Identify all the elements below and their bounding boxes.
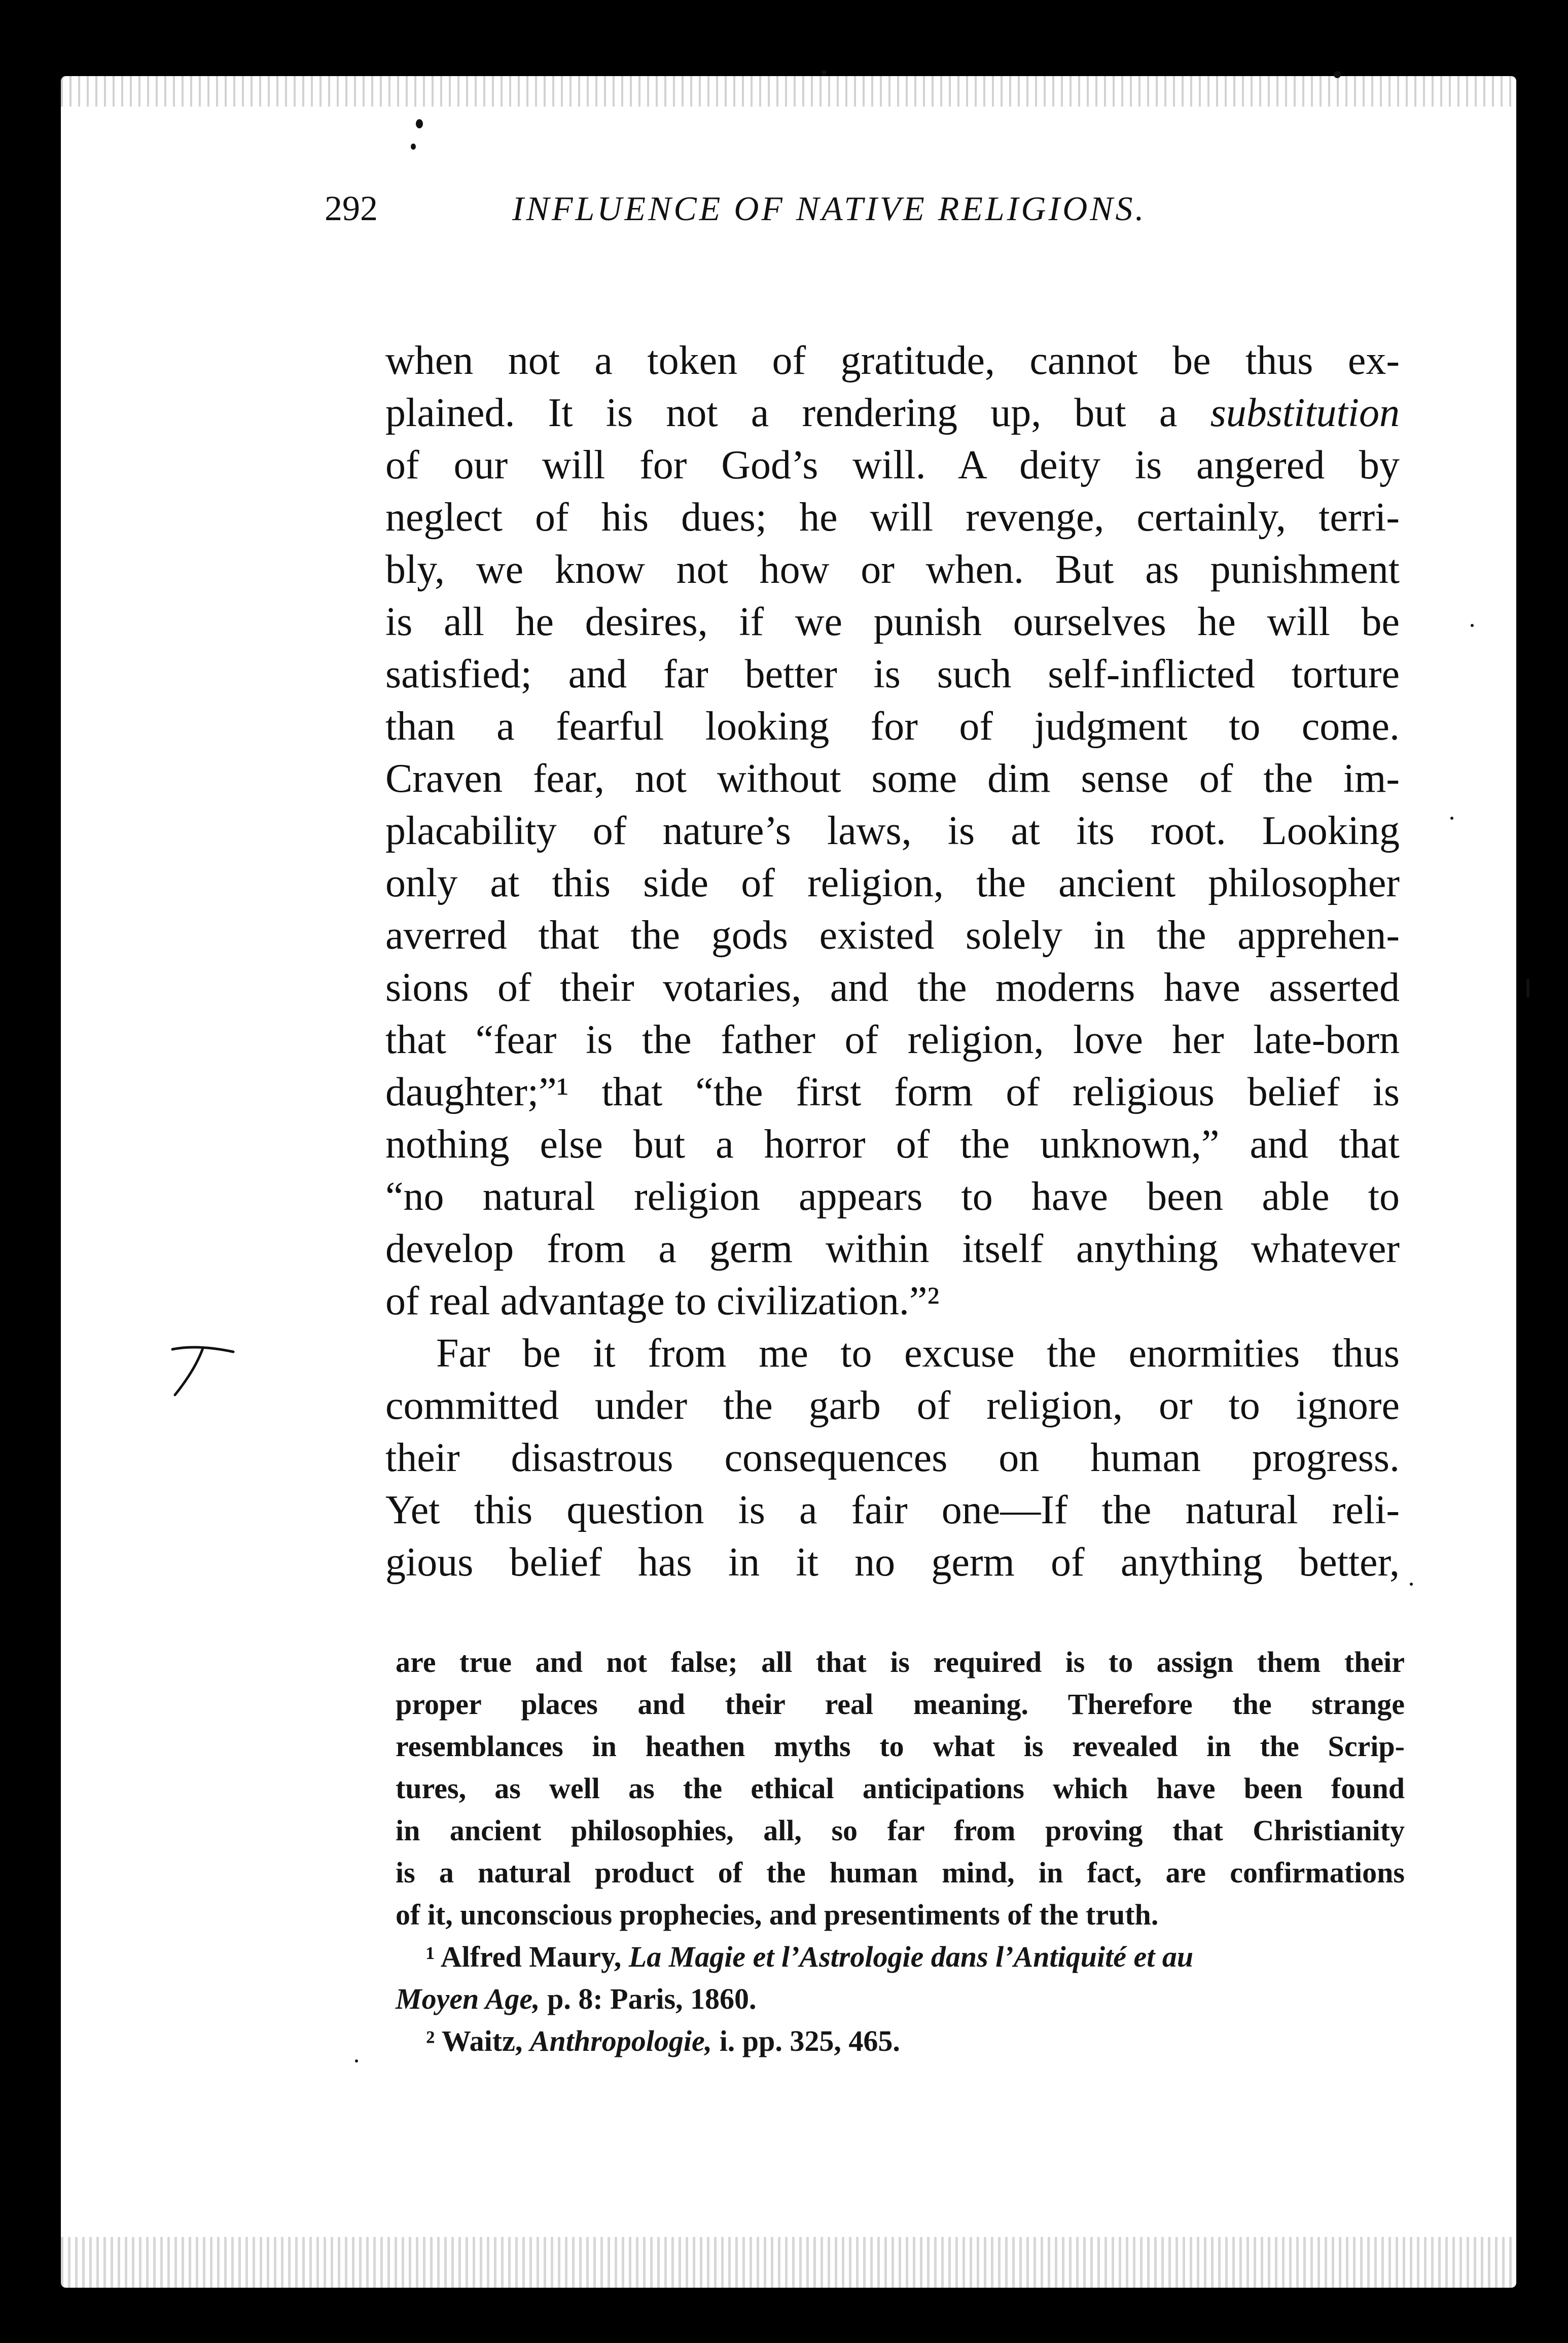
footnote-line: are true and not false; all that is required is to assign them their xyxy=(396,1646,1405,1678)
footnote-2 xyxy=(396,2020,1405,2062)
text-line: committed under the garb of religion, or to ignore xyxy=(385,1383,1400,1428)
footnote-details: i. pp. 325, 465. xyxy=(719,2024,900,2057)
footnote-title: La Magie et l’Astrologie dans l’Antiquité et au xyxy=(628,1940,1194,1973)
text-line: develop from a germ within itself anything whatever xyxy=(385,1227,1400,1271)
footnote-1 xyxy=(396,1936,1405,1978)
footnote-1-cont xyxy=(396,1978,1405,2020)
pencil-mark-icon xyxy=(167,1339,238,1400)
footnote-title-cont: Moyen Age, xyxy=(396,1982,540,2015)
text-line: averred that the gods existed solely in the apprehen- xyxy=(385,913,1400,958)
emphasis-word: substitution xyxy=(1210,391,1400,435)
text-line: nothing else but a horror of the unknown,” and that xyxy=(385,1122,1400,1167)
running-head-title: INFLUENCE OF NATIVE RELIGIONS. xyxy=(512,189,1147,228)
footnote-author: Waitz, xyxy=(441,2024,523,2057)
footnote-line: tures, as well as the ethical anticipations which have been found xyxy=(396,1772,1405,1805)
text-line: placability of nature’s laws, is at its root. Looking xyxy=(385,809,1400,853)
footnotes xyxy=(396,1641,1405,2062)
text-line: is all he desires, if we punish ourselves he will be xyxy=(385,600,1400,644)
footnote-line: of it, unconscious prophecies, and presentiments of the truth. xyxy=(396,1898,1159,1931)
main-text xyxy=(385,335,1400,1589)
text-line: that “fear is the father of religion, love her late-born xyxy=(385,1018,1400,1062)
text-line: bly, we know not how or when. But as punishment xyxy=(385,547,1400,592)
text-line: when not a token of gratitude, cannot be thus ex- xyxy=(385,338,1400,383)
footnote-title: Anthropologie, xyxy=(529,2024,712,2057)
text-line: plained. It is not a rendering up, but a substitution xyxy=(385,391,1400,435)
footnote-author: Alfred Maury, xyxy=(440,1940,622,1973)
footnote-line: in ancient philosophies, all, so far from proving that Christianity xyxy=(396,1814,1405,1847)
text-line: of real advantage to civilization.”² xyxy=(385,1279,940,1323)
text-line: of our will for God’s will. A deity is angered by xyxy=(385,443,1400,487)
text-line: only at this side of religion, the ancient philosopher xyxy=(385,861,1400,905)
running-header xyxy=(325,189,1440,244)
footnote-line: resemblances in heathen myths to what is revealed in the Scrip- xyxy=(396,1730,1405,1763)
scan-noise-bottom xyxy=(61,2237,1516,2288)
text-line: satisfied; and far better is such self-inflicted torture xyxy=(385,652,1400,696)
footnote-line: is a natural product of the human mind, in fact, are confirmations xyxy=(396,1856,1405,1889)
footnote-marker: ² xyxy=(426,2024,435,2057)
paragraph-start-line: Far be it from me to excuse the enormities thus xyxy=(436,1331,1400,1376)
text-line: Yet this question is a fair one—If the natural reli- xyxy=(385,1488,1400,1532)
text-line: Craven fear, not without some dim sense of the im- xyxy=(385,756,1400,801)
footnote-details: p. 8: Paris, 1860. xyxy=(547,1982,757,2015)
text-line: daughter;”¹ that “the first form of religious belief is xyxy=(385,1070,1400,1114)
page-number: 292 xyxy=(325,189,378,228)
footnote-marker: ¹ xyxy=(426,1940,435,1973)
scan-noise-top xyxy=(61,76,1516,107)
text-line: their disastrous consequences on human progress. xyxy=(385,1436,1400,1480)
text-line: neglect of his dues; he will revenge, certainly, terri- xyxy=(385,495,1400,540)
text-line: than a fearful looking for of judgment to come. xyxy=(385,704,1400,749)
text-line: sions of their votaries, and the moderns have asserted xyxy=(385,965,1400,1010)
footnote-line: proper places and their real meaning. Therefore the strange xyxy=(396,1688,1405,1721)
text-line: gious belief has in it no germ of anything better, xyxy=(385,1540,1400,1585)
text-line: “no natural religion appears to have been able to xyxy=(385,1174,1400,1219)
